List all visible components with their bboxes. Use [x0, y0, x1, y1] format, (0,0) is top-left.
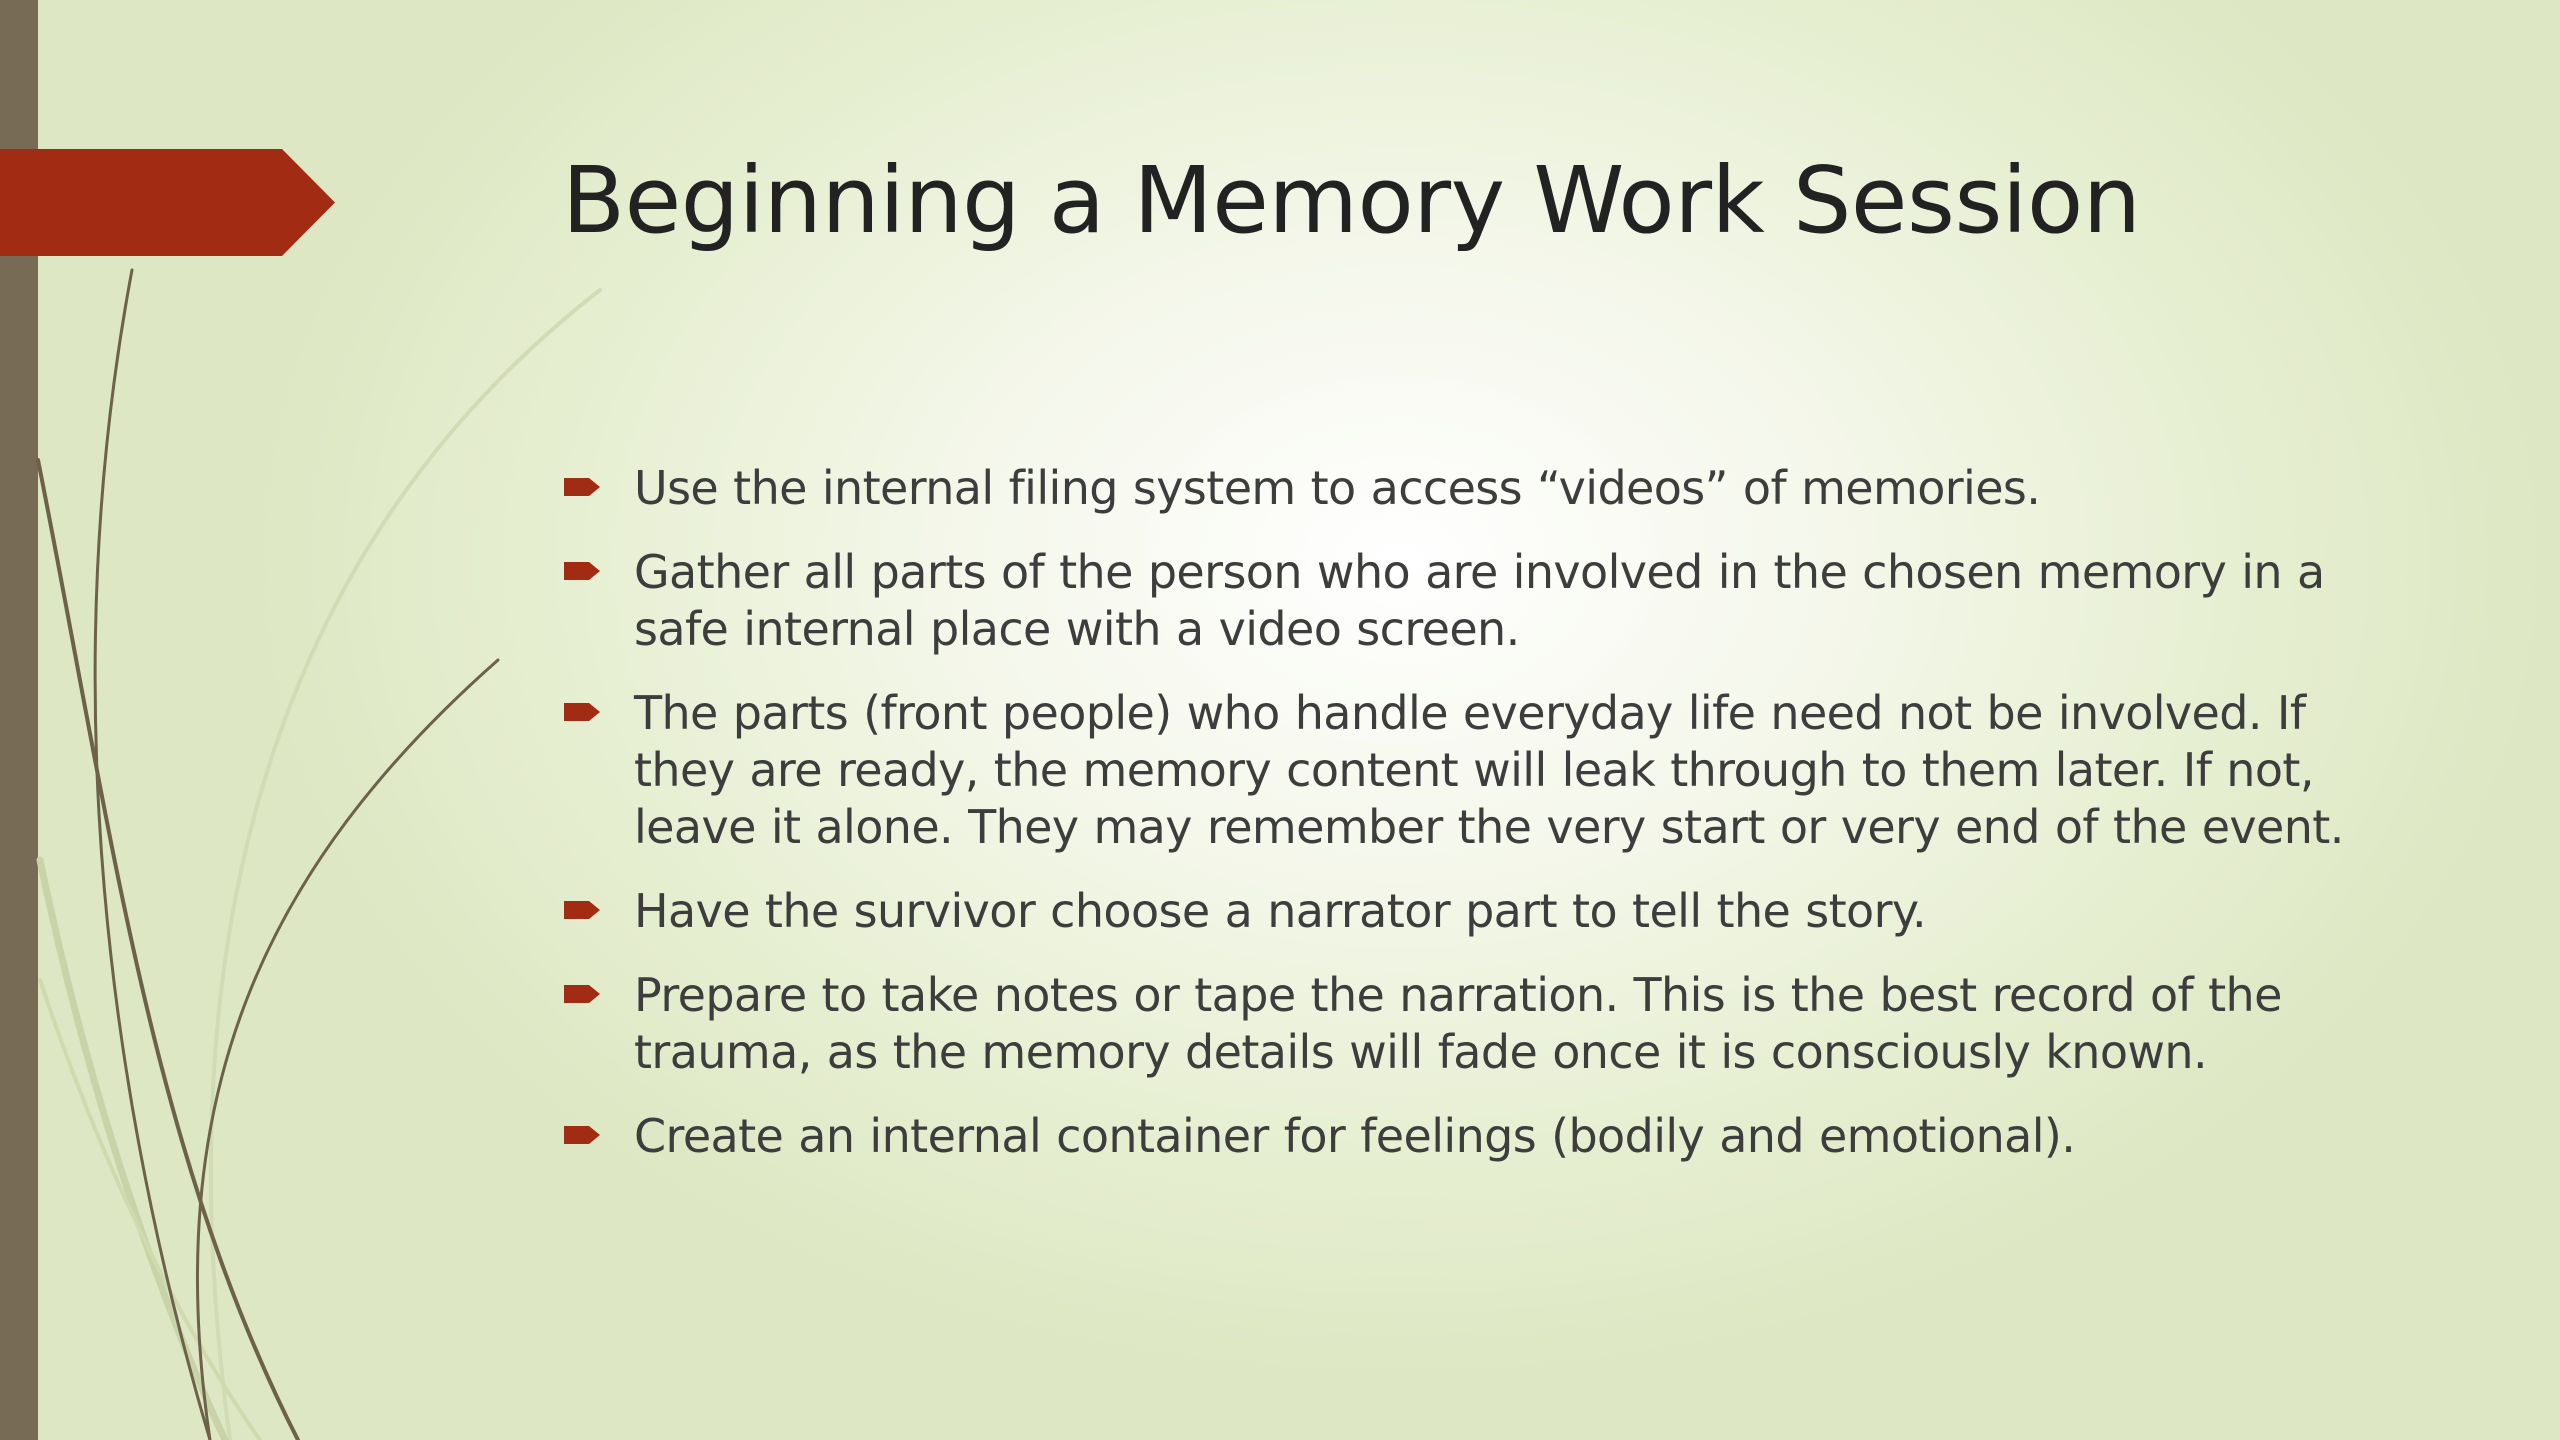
bullet-item	[564, 544, 2404, 658]
arrow-bullet-icon	[564, 475, 602, 499]
title-arrow-tab	[0, 149, 335, 256]
bullet-text: Use the internal filing system to access “videos” of memories.	[634, 461, 2041, 515]
arrow-bullet-icon	[564, 982, 602, 1006]
arrow-bullet-icon	[564, 700, 602, 724]
bullet-item	[564, 967, 2404, 1081]
arrow-bullet-icon	[564, 898, 602, 922]
bullet-list	[564, 460, 2404, 1192]
bullet-item	[564, 685, 2404, 856]
bullet-text: Gather all parts of the person who are involved in the chosen memory in a safe internal place with a video screen.	[634, 545, 2325, 656]
bullet-item	[564, 1108, 2404, 1165]
bullet-text: Have the survivor choose a narrator part to tell the story.	[634, 884, 1927, 938]
bullet-text: Prepare to take notes or tape the narration. This is the best record of the trauma, as the memory details will fade once it is consciously known.	[634, 968, 2282, 1079]
slide-title: Beginning a Memory Work Session	[562, 147, 2141, 254]
arrow-bullet-icon	[564, 559, 602, 583]
bullet-text: The parts (front people) who handle everyday life need not be involved. If they are ready, the memory content will leak through to them later. If not, leave it alone. They may remember the very start or very end of the event.	[634, 686, 2344, 854]
bullet-item	[564, 460, 2404, 517]
arrow-bullet-icon	[564, 1123, 602, 1147]
bullet-item	[564, 883, 2404, 940]
bullet-text: Create an internal container for feelings (bodily and emotional).	[634, 1109, 2076, 1163]
